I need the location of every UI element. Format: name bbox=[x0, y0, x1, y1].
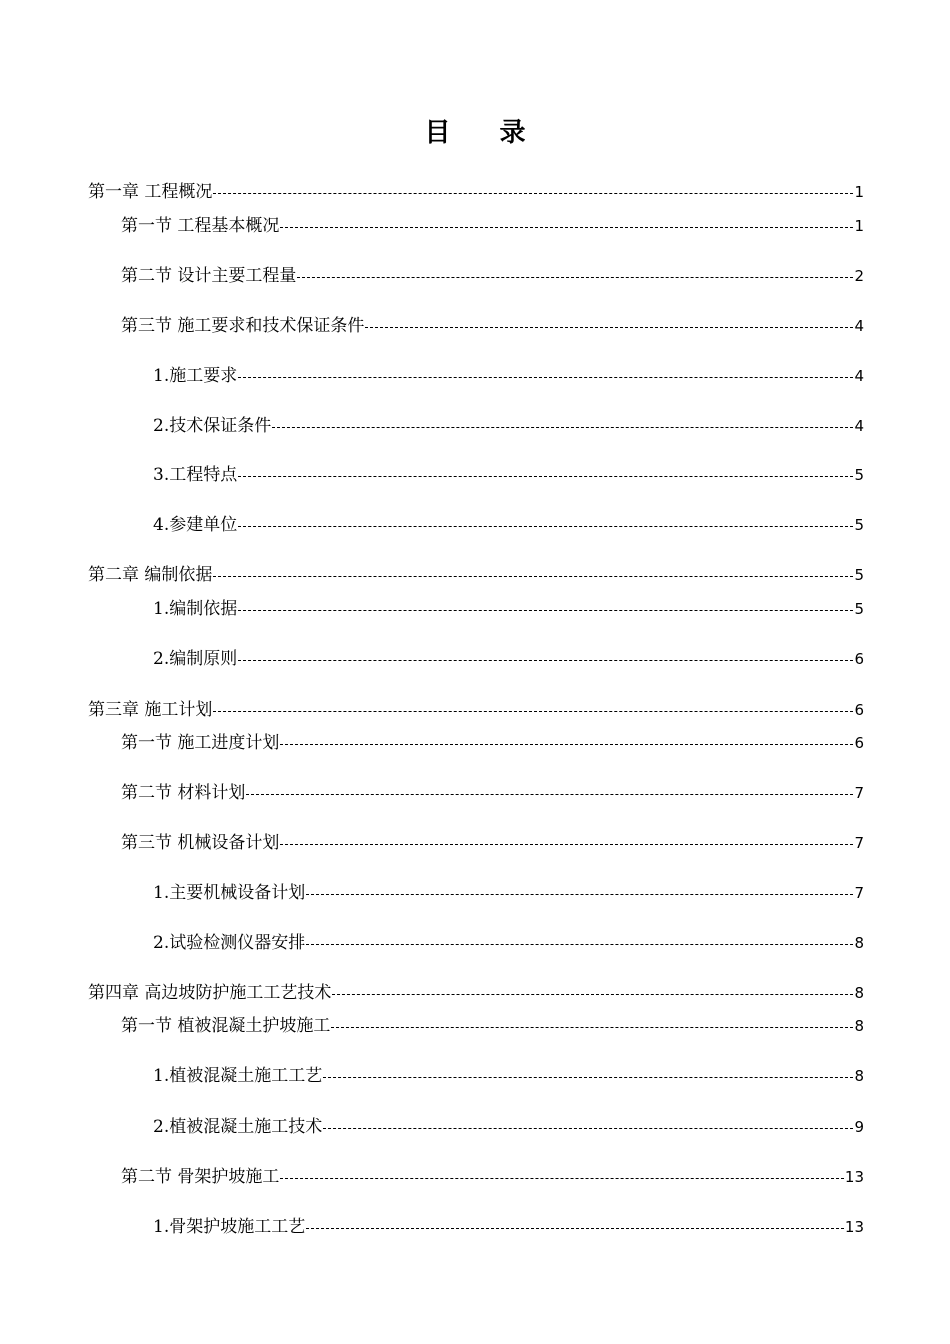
toc-entry-subsection[interactable] bbox=[153, 364, 864, 388]
toc-entry-label: 第二节 骨架护坡施工 bbox=[121, 1167, 280, 1187]
toc-entry-label: 第三节 施工要求和技术保证条件 bbox=[121, 316, 365, 336]
toc-entry-label: 2.植被混凝土施工技术 bbox=[153, 1117, 323, 1137]
toc-leader bbox=[280, 744, 853, 745]
toc-leader bbox=[323, 1128, 853, 1129]
toc-leader bbox=[213, 193, 853, 194]
toc-entry-label: 第二节 材料计划 bbox=[121, 783, 246, 803]
toc-page-number: 13 bbox=[844, 1218, 864, 1236]
toc-leader bbox=[238, 526, 853, 527]
toc-page-number: 6 bbox=[854, 701, 864, 719]
toc-page-number: 8 bbox=[854, 1067, 864, 1085]
toc-entry-subsection[interactable] bbox=[153, 1115, 864, 1139]
toc-leader bbox=[306, 944, 853, 945]
toc-leader bbox=[213, 576, 853, 577]
toc-entry-label: 3.工程特点 bbox=[153, 465, 238, 485]
toc-entry-section[interactable] bbox=[121, 831, 864, 855]
toc-entry-label: 1.编制依据 bbox=[153, 599, 238, 619]
toc-entry-subsection[interactable] bbox=[153, 647, 864, 671]
toc-entry-label: 第一节 植被混凝土护坡施工 bbox=[121, 1016, 331, 1036]
toc-page-number: 5 bbox=[854, 516, 864, 534]
toc-entry-label: 第三章 施工计划 bbox=[88, 700, 213, 720]
toc-entry-label: 1.植被混凝土施工工艺 bbox=[153, 1066, 323, 1086]
toc-entry-label: 1.骨架护坡施工工艺 bbox=[153, 1217, 306, 1237]
toc-leader bbox=[280, 844, 853, 845]
toc-entry-label: 2.编制原则 bbox=[153, 649, 238, 669]
toc-page-number: 8 bbox=[854, 1017, 864, 1035]
toc-page-number: 1 bbox=[854, 183, 864, 201]
toc-leader bbox=[280, 1178, 844, 1179]
toc-page-number: 1 bbox=[854, 217, 864, 235]
toc-entry-section[interactable] bbox=[121, 314, 864, 338]
toc-leader bbox=[213, 711, 853, 712]
toc-leader bbox=[238, 610, 853, 611]
toc-leader bbox=[238, 377, 853, 378]
toc-entry-subsection[interactable] bbox=[153, 597, 864, 621]
toc-leader bbox=[332, 994, 853, 995]
toc-page-number: 4 bbox=[854, 317, 864, 335]
toc-page-number: 6 bbox=[854, 650, 864, 668]
toc-entry-label: 第四章 高边坡防护施工工艺技术 bbox=[88, 983, 332, 1003]
toc-page-number: 8 bbox=[854, 934, 864, 952]
toc-entry-label: 4.参建单位 bbox=[153, 515, 238, 535]
toc-page-number: 6 bbox=[854, 734, 864, 752]
toc-entry-subsection[interactable] bbox=[153, 513, 864, 537]
toc-entry-label: 第一节 工程基本概况 bbox=[121, 216, 280, 236]
toc-entry-label: 第一节 施工进度计划 bbox=[121, 733, 280, 753]
toc-page-number: 4 bbox=[854, 417, 864, 435]
toc-entry-subsection[interactable] bbox=[153, 881, 864, 905]
toc-entry-section[interactable] bbox=[121, 1165, 864, 1189]
toc-entry-label: 第二章 编制依据 bbox=[88, 565, 213, 585]
toc-page-number: 13 bbox=[844, 1168, 864, 1186]
toc-page-number: 8 bbox=[854, 984, 864, 1002]
toc-entry-chapter[interactable] bbox=[88, 180, 864, 204]
toc-entry-chapter[interactable] bbox=[88, 698, 864, 722]
toc-page-number: 9 bbox=[854, 1118, 864, 1136]
toc-page-number: 7 bbox=[854, 784, 864, 802]
toc-page-number: 7 bbox=[854, 834, 864, 852]
toc-entry-label: 2.技术保证条件 bbox=[153, 416, 272, 436]
toc-entry-subsection[interactable] bbox=[153, 1215, 864, 1239]
toc-entry-chapter[interactable] bbox=[88, 981, 864, 1005]
toc-entry-subsection[interactable] bbox=[153, 931, 864, 955]
toc-leader bbox=[306, 894, 853, 895]
toc-leader bbox=[323, 1077, 853, 1078]
toc-entry-subsection[interactable] bbox=[153, 463, 864, 487]
toc-page-number: 7 bbox=[854, 884, 864, 902]
toc-entry-section[interactable] bbox=[121, 214, 864, 238]
toc-leader bbox=[331, 1027, 853, 1028]
toc-entry-label: 第二节 设计主要工程量 bbox=[121, 266, 297, 286]
toc-entry-label: 1.施工要求 bbox=[153, 366, 238, 386]
toc-entry-chapter[interactable] bbox=[88, 563, 864, 587]
toc-entry-subsection[interactable] bbox=[153, 1064, 864, 1088]
toc-leader bbox=[238, 476, 853, 477]
toc-leader bbox=[306, 1228, 844, 1229]
toc-leader bbox=[272, 427, 853, 428]
toc-entry-section[interactable] bbox=[121, 1014, 864, 1038]
toc-entry-subsection[interactable] bbox=[153, 414, 864, 438]
toc-leader bbox=[297, 277, 853, 278]
toc-page-number: 5 bbox=[854, 566, 864, 584]
toc-page-number: 5 bbox=[854, 600, 864, 618]
toc-entry-section[interactable] bbox=[121, 264, 864, 288]
toc-entry-label: 第三节 机械设备计划 bbox=[121, 833, 280, 853]
toc-page-number: 5 bbox=[854, 466, 864, 484]
toc-entry-label: 第一章 工程概况 bbox=[88, 182, 213, 202]
toc-entry-section[interactable] bbox=[121, 731, 864, 755]
toc-leader bbox=[280, 227, 853, 228]
toc-entry-label: 2.试验检测仪器安排 bbox=[153, 933, 306, 953]
toc-page-number: 4 bbox=[854, 367, 864, 385]
toc-title: 目 录 bbox=[424, 118, 546, 148]
toc-entry-label: 1.主要机械设备计划 bbox=[153, 883, 306, 903]
toc-leader bbox=[238, 660, 853, 661]
toc-entry-section[interactable] bbox=[121, 781, 864, 805]
toc-leader bbox=[246, 794, 853, 795]
toc-leader bbox=[365, 327, 853, 328]
toc-page-number: 2 bbox=[854, 267, 864, 285]
